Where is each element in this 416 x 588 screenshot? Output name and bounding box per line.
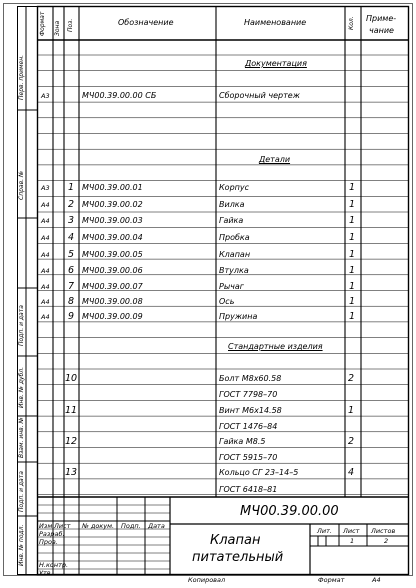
row-qty: 4: [348, 467, 355, 478]
col-data: Дата: [148, 522, 165, 530]
row-name: ГОСТ 1476–84: [219, 422, 278, 431]
row-pos: 2: [68, 199, 75, 210]
row-qty: 1: [349, 265, 356, 276]
row-pos: 12: [65, 436, 78, 447]
row-format: А4: [41, 298, 50, 306]
row-name: ГОСТ 7798–70: [219, 390, 278, 399]
header-qty: Кол.: [348, 16, 355, 30]
row-format: А4: [41, 217, 50, 225]
strip-podp-data-bottom: Подп. и дата: [18, 471, 25, 512]
header-note-line2: чание: [369, 26, 394, 35]
section-parts: Детали: [259, 155, 291, 164]
row-qty: 1: [349, 296, 356, 307]
row-format: А4: [41, 234, 50, 242]
title-line2: питательный: [192, 550, 284, 565]
row-name: Вилка: [219, 200, 245, 209]
row-pos: 5: [68, 249, 75, 260]
row-designation: МЧ00.39.00.02: [82, 200, 143, 209]
strip-sprav-no: Справ. №: [18, 170, 25, 200]
row-pos: 8: [68, 296, 75, 307]
row-designation: МЧ00.39.00.09: [82, 312, 143, 321]
row-qty: 1: [349, 281, 356, 292]
row-format: А3: [41, 92, 50, 100]
row-designation: МЧ00.39.00.01: [82, 183, 143, 192]
row-n-kontr: Н.контр.: [39, 561, 69, 569]
strip-podp-data-top: Подп. и дата: [18, 305, 25, 346]
row-razrab: Разраб.: [39, 530, 65, 538]
row-utv: Утв.: [39, 569, 53, 577]
row-designation: МЧ00.39.00.03: [82, 216, 143, 225]
label-sheet: Лист: [343, 527, 360, 535]
row-pos: 3: [68, 215, 75, 226]
header-pos: Поз.: [67, 18, 74, 32]
row-name: Винт М6х14.58: [219, 406, 282, 415]
strip-inv-dubl: Инв. № дубл.: [18, 366, 25, 408]
row-designation: МЧ00.39.00.04: [82, 233, 143, 242]
row-qty: 1: [349, 215, 356, 226]
strip-vzam-inv: Взам. инв. №: [18, 417, 25, 458]
row-qty: 1: [349, 232, 356, 243]
header-zone: Зона: [54, 20, 61, 36]
row-qty: 2: [348, 373, 355, 384]
row-name: Болт М8х60.58: [219, 374, 282, 383]
footer-format-value: А4: [372, 576, 381, 584]
doc-code: МЧ00.39.00.00: [240, 504, 339, 519]
row-format: А3: [41, 184, 50, 192]
col-podp: Подп.: [121, 522, 141, 530]
row-name: Гайка: [219, 216, 244, 225]
row-name: ГОСТ 5915–70: [219, 453, 278, 462]
row-designation: МЧ00.39.00.07: [82, 282, 143, 291]
row-name: Пробка: [219, 233, 250, 242]
header-designation: Обозначение: [118, 18, 174, 27]
footer-copied: Копировал: [188, 576, 226, 584]
row-pos: 4: [68, 232, 75, 243]
row-qty: 1: [349, 199, 356, 210]
row-name: Сборочный чертеж: [219, 91, 300, 100]
row-name: Рычаг: [219, 282, 244, 291]
header-format: Формат: [39, 11, 46, 36]
title-line1: Клапан: [210, 533, 261, 548]
header-note-line1: Приме-: [366, 14, 397, 23]
row-pos: 13: [65, 467, 78, 478]
row-prov: Пров.: [39, 538, 58, 546]
row-format: А4: [41, 267, 50, 275]
row-designation: МЧ00.39.00.08: [82, 297, 143, 306]
strip-perv-primen: Перв. примен.: [18, 54, 25, 100]
header-name: Наименование: [244, 18, 307, 27]
label-sheets: Листов: [371, 527, 396, 535]
col-izm: Изм.: [39, 522, 55, 530]
row-pos: 7: [68, 281, 75, 292]
row-pos: 10: [65, 373, 78, 384]
row-name: Втулка: [219, 266, 249, 275]
strip-inv-podl: Инв. № подл.: [18, 524, 25, 566]
col-list: Лист: [54, 522, 71, 530]
row-pos: 1: [68, 182, 75, 193]
label-lit: Лит.: [317, 527, 332, 535]
row-qty: 1: [349, 311, 356, 322]
row-name: ГОСТ 6418–81: [219, 485, 278, 494]
section-standard: Стандартные изделия: [228, 342, 323, 351]
sheets-value: 2: [384, 537, 389, 545]
footer-format-label: Формат: [318, 576, 345, 584]
row-name: Корпус: [219, 183, 250, 192]
row-qty: 1: [348, 405, 355, 416]
row-name: Пружина: [219, 312, 258, 321]
row-format: А4: [41, 201, 50, 209]
row-qty: 2: [348, 436, 355, 447]
sheet-value: 1: [350, 537, 355, 545]
row-name: Кольцо СГ 23–14–5: [219, 468, 299, 477]
row-pos: 9: [68, 311, 75, 322]
row-pos: 11: [65, 405, 78, 416]
row-name: Клапан: [219, 250, 251, 259]
row-format: А4: [41, 251, 50, 259]
row-designation: МЧ00.39.00.06: [82, 266, 143, 275]
row-name: Гайка М8.5: [219, 437, 266, 446]
row-format: А4: [41, 313, 50, 321]
col-doc: № докум.: [82, 522, 115, 530]
section-documentation: Документация: [245, 59, 307, 68]
row-designation: МЧ00.39.00.05: [82, 250, 143, 259]
row-qty: 1: [349, 249, 356, 260]
row-format: А4: [41, 283, 50, 291]
row-pos: 6: [68, 265, 75, 276]
row-qty: 1: [349, 182, 356, 193]
row-name: Ось: [219, 297, 235, 306]
row-designation: МЧ00.39.00.00 СБ: [82, 91, 157, 100]
